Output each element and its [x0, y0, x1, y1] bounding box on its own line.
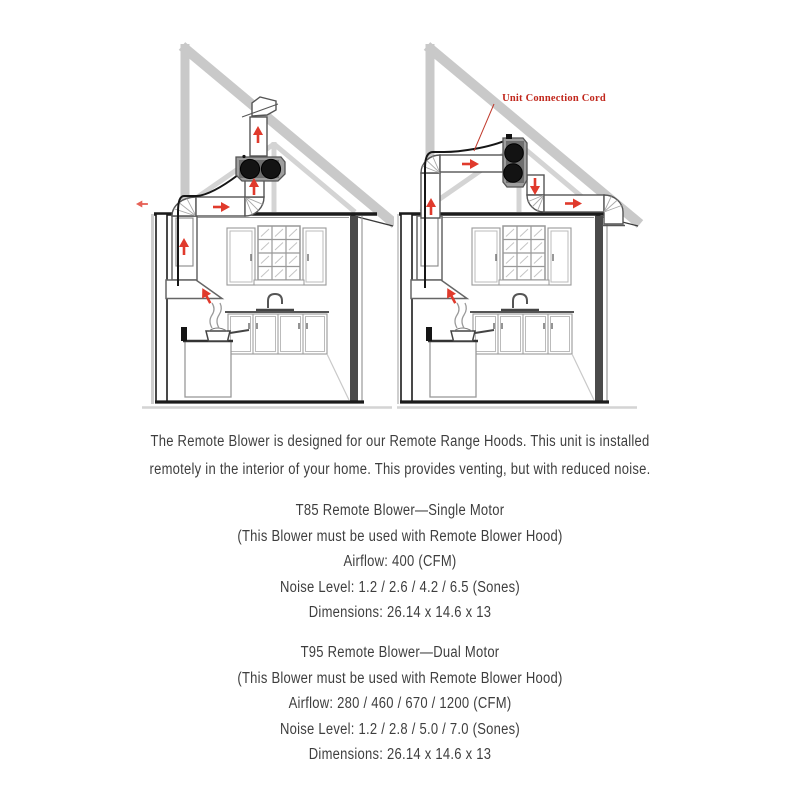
remote-blower-unit [236, 155, 285, 181]
spec-title: T85 Remote Blower—Single Motor [295, 502, 505, 519]
blower-fan-icon [505, 144, 524, 163]
spec-airflow: Airflow: 400 (CFM) [343, 553, 457, 571]
spec-dimensions: Dimensions: 26.14 x 14.6 x 13 [308, 604, 492, 622]
diagram-soffit-vent-install [397, 40, 649, 412]
remote-blower-unit [503, 134, 527, 187]
spec-dimensions: Dimensions: 26.14 x 14.6 x 13 [308, 746, 492, 764]
diagram-roof-vent-install [132, 40, 394, 412]
intro-paragraph [114, 428, 685, 484]
spec-block-t85 [114, 498, 685, 626]
spec-title: T95 Remote Blower—Dual Motor [300, 644, 500, 661]
cord-connector [506, 134, 512, 139]
intro-line-1: The Remote Blower is designed for our Remote Range Hoods. This unit is installed [150, 433, 650, 450]
blower-fan-icon [504, 164, 523, 183]
intro-line-2: remotely in the interior of your home. This provides venting, but with reduced noise. [149, 461, 651, 478]
spec-airflow: Airflow: 280 / 460 / 670 / 1200 (CFM) [288, 695, 512, 713]
spec-note: (This Blower must be used with Remote Blower Hood) [237, 669, 563, 687]
spec-noise-level: Noise Level: 1.2 / 2.6 / 4.2 / 6.5 (Sones) [279, 578, 521, 596]
spec-block-t95 [114, 640, 685, 768]
blower-fan-icon [261, 159, 280, 178]
spec-note: (This Blower must be used with Remote Blower Hood) [237, 527, 563, 545]
spec-noise-level: Noise Level: 1.2 / 2.8 / 5.0 / 7.0 (Sones) [279, 720, 521, 738]
blower-fan-icon [240, 159, 259, 178]
cord-label-leader-line [474, 104, 494, 151]
unit-connection-cord-label: Unit Connection Cord [502, 93, 606, 104]
